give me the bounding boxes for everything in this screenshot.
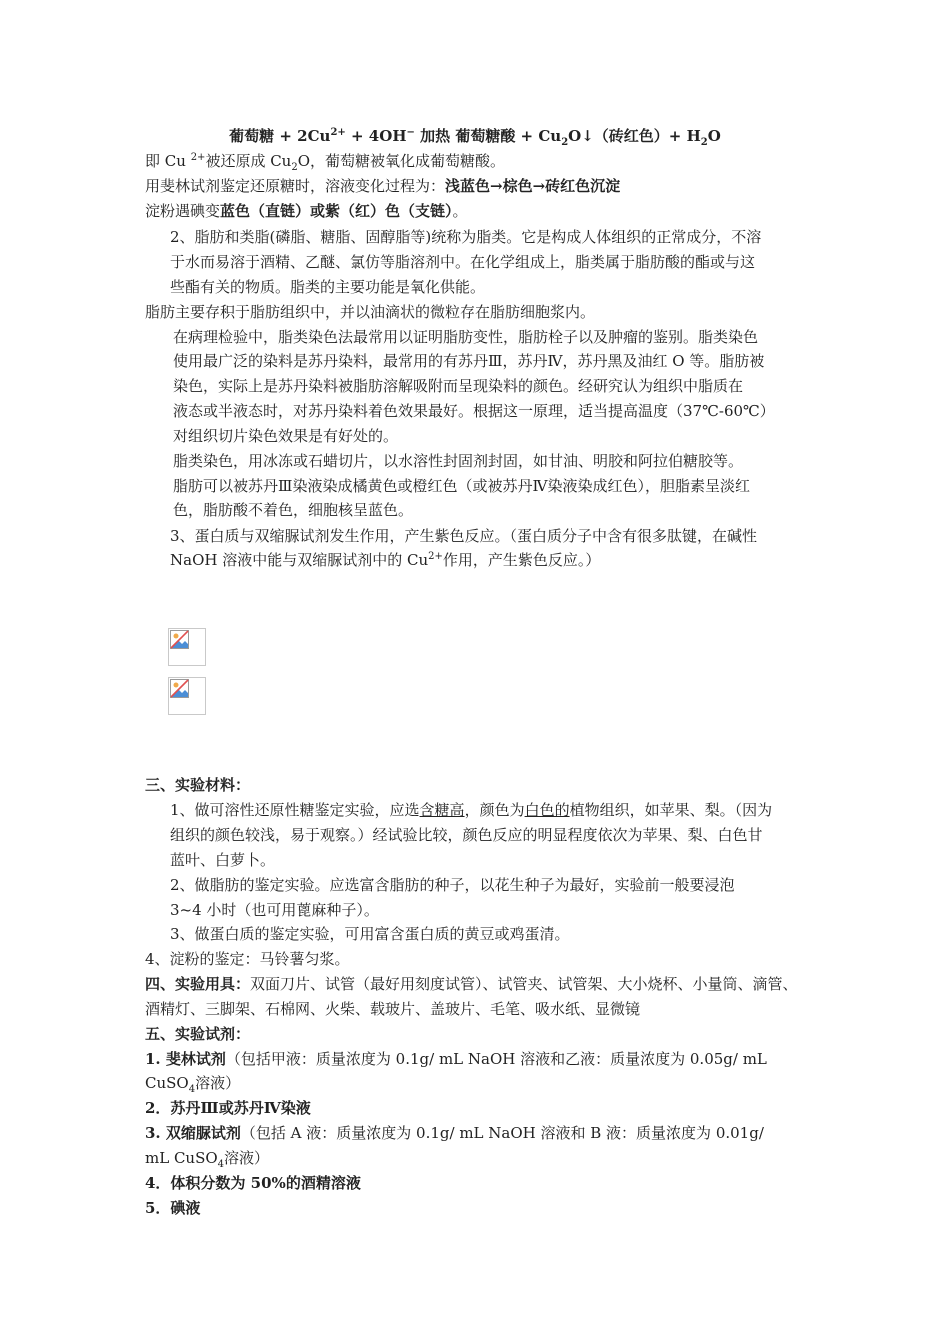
reagent-item: 5．碘液 <box>145 1199 201 1217</box>
paragraph-line: 染色，实际上是苏丹染料被脂肪溶解吸附而呈现染料的颜色。经研究认为组织中脂质在 <box>173 377 744 395</box>
reagent-item-line: mL CuSO$_4$溶液） <box>145 1149 270 1170</box>
paragraph-line: 脂类染色，用冰冻或石蜡切片，以水溶性封固剂封固，如甘油、明胶和阿拉伯糖胶等。 <box>173 452 744 470</box>
paragraph-line: 于水而易溶于酒精、乙醚、氯仿等脂溶剂中。在化学组成上，脂类属于脂肪酸的酯或与这 <box>170 253 756 271</box>
paragraph-line: 色，脂肪酸不着色，细胞核呈蓝色。 <box>173 501 414 519</box>
embedded-image <box>168 628 206 666</box>
section-title: 三、实验材料： <box>145 776 251 794</box>
section-title: 四、实验用具： <box>145 975 251 993</box>
reagent-item: 3. 双缩脲试剂（包括 A 液：质量浓度为 0.1g/ mL NaOH 溶液和 B 液：质量浓度为 0.01g/ <box>145 1124 764 1142</box>
paragraph-line: 3、蛋白质与双缩脲试剂发生作用，产生紫色反应。（蛋白质分子中含有很多肽键，在碱性 <box>170 527 758 545</box>
reagent-item-line: CuSO$_4$溶液） <box>145 1074 241 1095</box>
reagent-item: 4．体积分数为 50%的酒精溶液 <box>145 1174 361 1192</box>
list-item-line: 组织的颜色较浅，易于观察。）经试验比较，颜色反应的明显程度依次为苹果、梨、白色甘 <box>170 826 763 844</box>
list-item: 4、淀粉的鉴定：马铃薯匀浆。 <box>145 950 350 968</box>
section-tools: 四、实验用具：双面刀片、试管（最好用刻度试管）、试管夹、试管架、大小烧杯、小量筒、滴管、 <box>145 975 798 993</box>
paragraph-line: 使用最广泛的染料是苏丹染料，最常用的有苏丹Ⅲ，苏丹Ⅳ，苏丹黑及油红 O 等。脂肪被 <box>173 352 765 370</box>
section-title: 五、实验试剂： <box>145 1025 251 1043</box>
list-item-line: 蓝叶、白萝卜。 <box>170 851 276 869</box>
paragraph-line: 些酯有关的物质。脂类的主要功能是氧化供能。 <box>170 278 486 296</box>
list-item: 3、做蛋白质的鉴定实验，可用富含蛋白质的黄豆或鸡蛋清。 <box>170 925 570 943</box>
text-line: 用斐林试剂鉴定还原糖时，溶液变化过程为：浅蓝色→棕色→砖红色沉淀 <box>145 177 621 195</box>
paragraph-line: NaOH 溶液中能与双缩脲试剂中的 $Cu^{2+}$作用，产生紫色反应。） <box>170 551 601 569</box>
paragraph-line: 对组织切片染色效果是有好处的。 <box>173 427 399 445</box>
reagent-item: 2．苏丹Ⅲ或苏丹Ⅳ染液 <box>145 1099 311 1117</box>
reagent-item: 1. 斐林试剂（包括甲液：质量浓度为 0.1g/ mL NaOH 溶液和乙液：质量浓度为 0.05g/ mL <box>145 1050 767 1068</box>
list-item: 1、做可溶性还原性糖鉴定实验，应选含糖高，颜色为白色的植物组织，如苹果、梨。（因为 <box>170 801 773 819</box>
text-line: 即 Cu $^{2+}$被还原成 $Cu_2O$，葡萄糖被氧化成葡萄糖酸。 <box>145 152 506 173</box>
text-line: 脂肪主要存积于脂肪组织中，并以油滴状的微粒存在脂肪细胞浆内。 <box>145 303 596 321</box>
broken-image-icon <box>170 630 190 650</box>
paragraph-line: 液态或半液态时，对苏丹染料着色效果最好。根据这一原理，适当提高温度（37℃-60℃） <box>173 402 775 420</box>
reaction-equation: 葡萄糖 + $2Cu^{2+} + 4OH^-$ 加热 葡萄糖酸 + $Cu_2O↓$（砖红色）+ $H_2O$ <box>229 127 721 148</box>
paragraph-line: 2、脂肪和类脂(磷脂、糖脂、固醇脂等)统称为脂类。它是构成人体组织的正常成分，不溶 <box>170 228 762 246</box>
broken-image-icon <box>170 679 190 699</box>
embedded-image <box>168 677 206 715</box>
list-item: 2、做脂肪的鉴定实验。应选富含脂肪的种子，以花生种子为最好，实验前一般要浸泡 <box>170 876 735 894</box>
paragraph-line: 脂肪可以被苏丹Ⅲ染液染成橘黄色或橙红色（或被苏丹Ⅳ染液染成红色），胆脂素呈淡红 <box>173 477 750 495</box>
text-line: 淀粉遇碘变蓝色（直链）或紫（红）色（支链）。 <box>145 202 468 220</box>
text-line: 酒精灯、三脚架、石棉网、火柴、载玻片、盖玻片、毛笔、吸水纸、显微镜 <box>145 1000 641 1018</box>
list-item-line: 3~4 小时（也可用蓖麻种子）。 <box>170 901 379 919</box>
paragraph-line: 在病理检验中，脂类染色法最常用以证明脂肪变性，脂肪栓子以及肿瘤的鉴别。脂类染色 <box>173 328 759 346</box>
